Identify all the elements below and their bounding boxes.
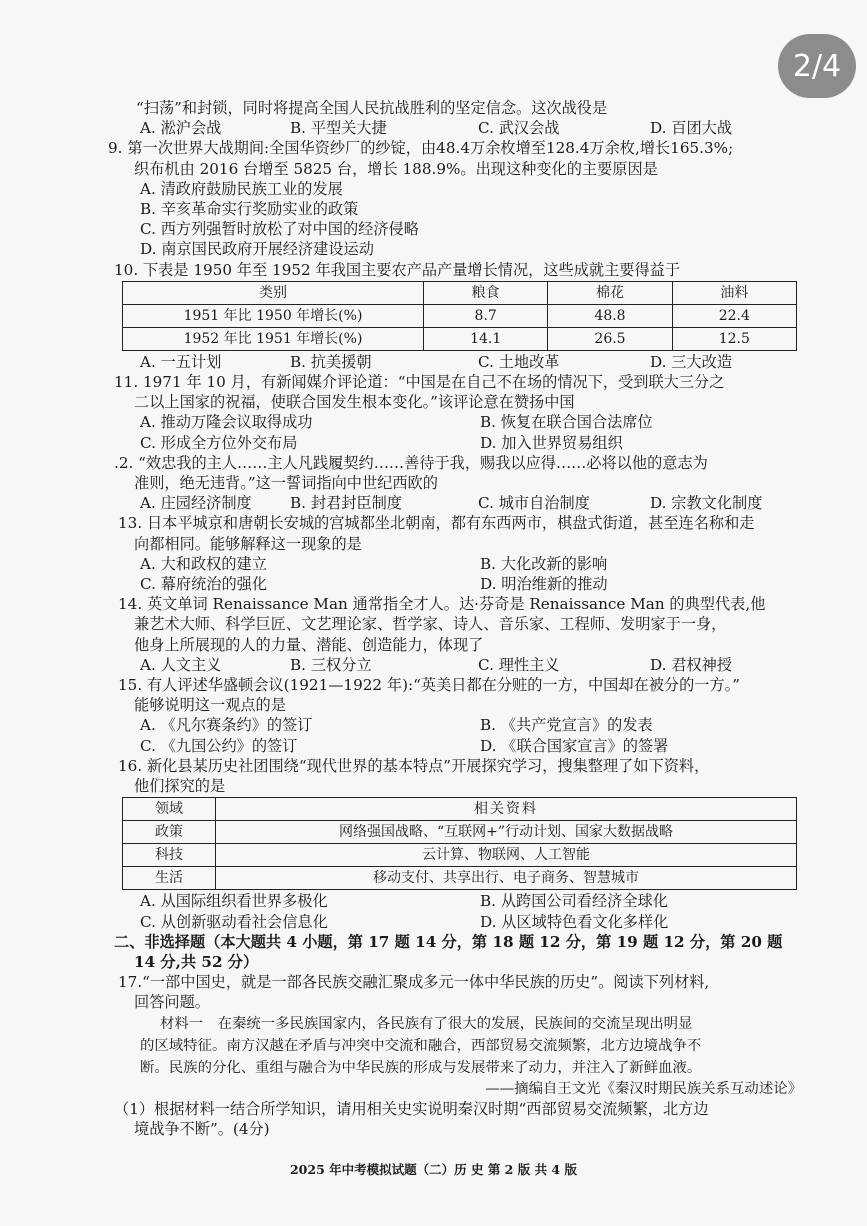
option-b: B. 恢复在联合国合法席位 [480,413,653,432]
q11-options-row2 [118,433,808,453]
option-c: C. 从创新驱动看社会信息化 [140,912,328,931]
q10-options [118,352,808,372]
material-line: 断。民族的分化、重组与融合为中华民族的形成与发展带来了动力，并注入了新鲜血液。 [140,1059,702,1076]
option-a: A. 庄园经济制度 [140,494,252,513]
option-b: B. 辛亥革命实行奖励实业的政策 [140,200,359,219]
q17-stem: 17.“一部中国史，就是一部各民族交融汇聚成多元一体中华民族的历史”。阅读下列材料, [118,973,710,992]
option-d: D. 《联合国家宣言》的签署 [480,736,669,755]
option-d: D. 百团大战 [650,119,733,138]
option-c: C. 土地改革 [478,352,560,371]
q17-subquestion-1: （1）根据材料一结合所学知识，请用相关史实说明秦汉时期“西部贸易交流频繁，北方边 [114,1099,709,1118]
table-row [123,327,797,350]
option-c: C. 形成全方位外交布局 [140,433,298,452]
option-c: C. 理性主义 [478,655,560,674]
option-c: C. 武汉会战 [478,119,560,138]
option-d: D. 加入世界贸易组织 [480,433,623,452]
option-b: B. 三权分立 [290,655,372,674]
q9-stem: 9. 第一次世界大战期间:全国华资纱厂的纱锭，由48.4万余枚增至128.4万余枚,增长165.3%; [108,139,734,158]
table-header-row [123,798,797,821]
header-cell: 棉花 [548,281,672,304]
option-b: B. 抗美援朝 [290,352,372,371]
table-cell: 14.1 [424,327,548,350]
q12-options [118,493,808,513]
table-cell: 云计算、物联网、人工智能 [216,844,797,867]
table-row [123,304,797,327]
table-cell: 科技 [123,844,216,867]
q14-stem-cont: 他身上所展现的人的力量、潜能、创造能力，体现了 [134,635,484,654]
page-indicator-badge: 2/4 [778,34,856,98]
option-d: D. 明治维新的推动 [480,575,608,594]
q11-stem: 11. 1971 年 10 月，有新闻媒介评论道：“中国是在自己不在场的情况下，受到联大三分之 [114,373,725,392]
option-a: A. 推动万隆会议取得成功 [140,413,313,432]
q16-options-row2 [118,912,808,932]
option-b: B. 从跨国公司看经济全球化 [480,892,668,911]
table-row [123,821,797,844]
q15-options-row2 [118,736,808,756]
q17-subquestion-1-cont: 境战争不断”。(4分) [134,1119,270,1138]
option-a: A. 人文主义 [140,655,222,674]
q10-stem: 10. 下表是 1950 年至 1952 年我国主要农产品产量增长情况，这些成就主要得益于 [114,260,681,279]
table-header-row [123,281,797,304]
q8-stem-tail: “扫荡”和封锁，同时将提高全国人民抗战胜利的坚定信念。这次战役是 [136,99,608,117]
option-b: B. 大化改新的影响 [480,554,608,573]
q13-stem-cont: 向都相同。能够解释这一现象的是 [134,534,362,553]
q17-material-1-cont [118,1035,808,1079]
header-cell: 类别 [123,281,424,304]
table-cell: 生活 [123,867,216,890]
option-d: D. 宗教文化制度 [650,494,763,513]
option-a: A. 《凡尔赛条约》的签订 [140,716,313,735]
q14-options [118,655,808,675]
option-d: D. 从区域特色看文化多样化 [480,912,669,931]
q11-options-row1 [118,412,808,432]
q12-stem: .2. “效忠我的主人……主人凡践履契约……善待于我，赐我以应得……必将以他的意志为 [114,453,708,472]
table-cell: 26.5 [548,327,672,350]
table-cell: 12.5 [672,327,796,350]
q16-stem: 16. 新化县某历史社团围绕“现代世界的基本特点”开展探究学习，搜集整理了如下资料， [118,756,710,775]
option-d: D. 南京国民政府开展经济建设运动 [140,240,374,259]
q15-options-row1 [118,715,808,735]
option-d: D. 君权神授 [650,655,733,674]
option-a: A. 从国际组织看世界多极化 [140,892,328,911]
option-a: A. 淞沪会战 [140,119,222,138]
material-line: 材料一 在秦统一多民族国家内，各民族有了很大的发展，民族间的交流呈现出明显 [160,1015,693,1032]
q17-material-source: ——摘编自王文光《秦汉时期民族关系互动述论》 [485,1080,802,1097]
q17-material-1 [118,1013,808,1035]
option-c: C. 《九国公约》的签订 [140,736,298,755]
q13-options-row2 [118,574,808,594]
table-cell: 8.7 [424,304,548,327]
option-b: B. 封君封臣制度 [290,494,402,513]
header-cell: 粮食 [424,281,548,304]
exam-content [108,98,808,1139]
option-c: C. 城市自治制度 [478,494,590,513]
q16-table [122,797,797,890]
material-line: 的区域特征。南方汉越在矛盾与冲突中交流和融合，西部贸易交流频繁，北方边境战争不 [140,1037,702,1054]
option-b: B. 平型关大捷 [290,119,387,138]
table-cell: 22.4 [672,304,796,327]
q12-stem-cont: 准则，绝无违背。”这一誓词指向中世纪西欧的 [134,474,438,493]
table-row [123,867,797,890]
table-cell: 1951 年比 1950 年增长(%) [123,304,424,327]
q16-stem-cont: 他们探究的是 [134,777,226,796]
option-c: C. 幕府统治的强化 [140,575,268,594]
table-cell: 移动支付、共享出行、电子商务、智慧城市 [216,867,797,890]
q9-stem-cont: 织布机由 2016 台增至 5825 台，增长 188.9%。出现这种变化的主要原因是 [134,159,658,178]
q10-table [122,281,797,351]
table-cell: 48.8 [548,304,672,327]
option-d: D. 三大改造 [650,352,733,371]
page-footer: 2025 年中考模拟试题（二）历 史 第 2 版 共 4 版 [289,1162,577,1177]
q11-stem-cont: 二以上国家的祝福，使联合国发生根本变化。”该评论意在赞扬中国 [134,393,575,412]
q13-stem: 13. 日本平城京和唐朝长安城的宫城都坐北朝南，都有东西两市，棋盘式街道，甚至连名称和走 [118,514,755,533]
option-a: A. 大和政权的建立 [140,554,267,573]
header-cell: 领域 [123,798,216,821]
header-cell: 油料 [672,281,796,304]
q17-stem-cont: 回答问题。 [134,993,210,1012]
table-row [123,844,797,867]
section-2-heading-cont: 14 分,共 52 分） [134,952,259,971]
option-b: B. 《共产党宣言》的发表 [480,716,653,735]
header-cell: 相关资料 [216,798,797,821]
option-a: A. 一五计划 [140,352,222,371]
option-c: C. 西方列强暂时放松了对中国的经济侵略 [140,220,419,239]
section-2-heading: 二、非选择题（本大题共 4 小题，第 17 题 14 分，第 18 题 12 分，第 19 题 12 分，第 20 题 [114,932,783,951]
table-cell: 政策 [123,821,216,844]
table-cell: 网络强国战略、“互联网+”行动计划、国家大数据战略 [216,821,797,844]
q14-stem: 14. 英文单词 Renaissance Man 通常指全才人。达·芬奇是 Renaissance Man 的典型代表,他 [118,595,766,614]
table-cell: 1952 年比 1951 年增长(%) [123,327,424,350]
q8-options [118,118,808,138]
q15-stem: 15. 有人评述华盛顿会议(1921—1922 年):“英美日都在分赃的一方，中国却在被分的一方。” [118,676,741,695]
q14-stem-cont: 兼艺术大师、科学巨匠、文艺理论家、哲学家、诗人、音乐家、工程师、发明家于一身， [134,615,727,634]
q16-options-row1 [118,891,808,911]
option-a: A. 清政府鼓励民族工业的发展 [140,179,343,198]
q15-stem-cont: 能够说明这一观点的是 [134,696,286,715]
q13-options-row1 [118,554,808,574]
